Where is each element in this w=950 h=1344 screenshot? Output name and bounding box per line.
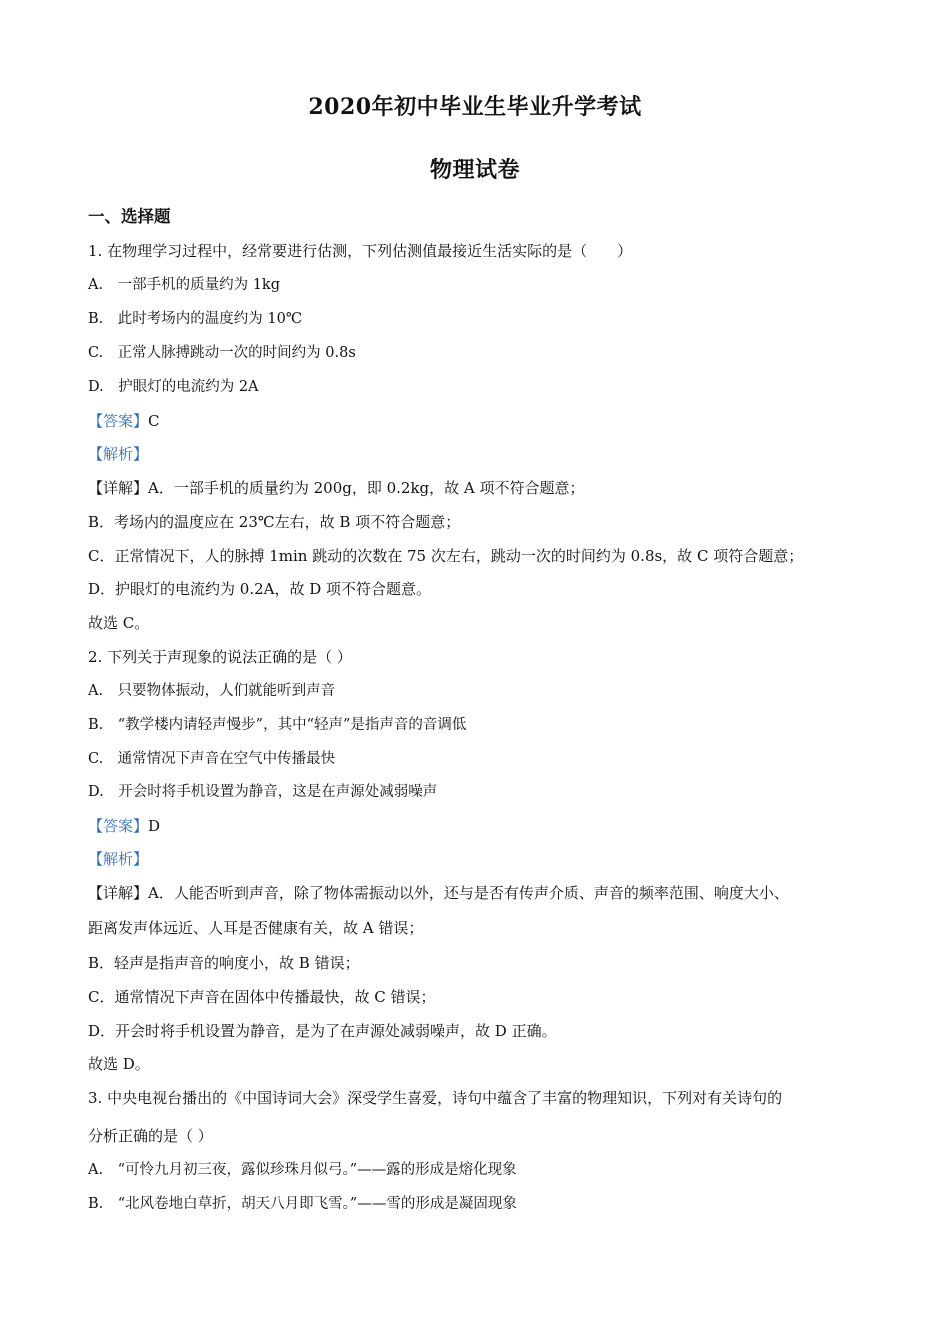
detail-line: 故选 D。 [88, 1055, 150, 1073]
analysis-tag: 【解析】 [88, 850, 149, 868]
option-line: D. 护眼灯的电流约为 2A [88, 379, 259, 395]
answer-line [88, 411, 160, 431]
option-line: A. 只要物体振动，人们就能听到声音 [88, 683, 336, 699]
detail-line: B．轻声是指声音的响度小，故 B 错误； [88, 954, 360, 972]
detail-line: B．考场内的温度应在 23℃左右，故 B 项不符合题意； [88, 513, 461, 531]
page-subtitle: 物理试卷 [429, 157, 520, 183]
answer-tag: 【答案】 [88, 817, 149, 835]
option-line: C. 通常情况下声音在空气中传播最快 [88, 751, 336, 767]
question-line: 2. 下列关于声现象的说法正确的是（ ） [88, 648, 352, 666]
question-line: 分析正确的是（ ） [88, 1127, 213, 1145]
analysis-tag: 【解析】 [88, 445, 149, 463]
detail-line: C．通常情况下声音在固体中传播最快，故 C 错误； [88, 988, 436, 1006]
option-line: B. 此时考场内的温度约为 10℃ [88, 311, 303, 327]
detail-line: 【详解】A．一部手机的质量约为 200g，即 0.2kg，故 A 项不符合题意； [88, 479, 585, 497]
option-line: B. “教学楼内请轻声慢步”，其中“轻声”是指声音的音调低 [88, 717, 467, 733]
option-line: A. 一部手机的质量约为 1kg [88, 277, 280, 293]
detail-line: D．护眼灯的电流约为 0.2A，故 D 项不符合题意。 [88, 580, 432, 598]
detail-line: C．正常情况下，人的脉搏 1min 跳动的次数在 75 次左右，跳动一次的时间约为 0.8s，故 C 项符合题意； [88, 547, 804, 565]
detail-line: 【详解】A．人能否听到声音，除了物体需振动以外，还与是否有传声介质、声音的频率范围、响度大小、 [88, 884, 789, 902]
option-line: C. 正常人脉搏跳动一次的时间约为 0.8s [88, 345, 356, 361]
answer-tag: 【答案】 [88, 412, 149, 430]
page-title: 2020年初中毕业生毕业升学考试 [308, 94, 642, 120]
answer-line [88, 816, 160, 836]
detail-line: 故选 C。 [88, 614, 150, 632]
option-line: B. “北风卷地白草折，胡天八月即飞雪。”——雪的形成是凝固现象 [88, 1196, 517, 1212]
detail-line: 距离发声体远近、人耳是否健康有关，故 A 错误； [88, 919, 424, 937]
question-line: 3. 中央电视台播出的《中国诗词大会》深受学生喜爱，诗句中蕴含了丰富的物理知识，下列对有关诗句的 [88, 1089, 783, 1107]
detail-line: D．开会时将手机设置为静音，是为了在声源处减弱噪声，故 D 正确。 [88, 1022, 557, 1040]
question-line: 1. 在物理学习过程中，经常要进行估测，下列估测值最接近生活实际的是（ ） [88, 242, 633, 260]
option-line: A. “可怜九月初三夜，露似珍珠月似弓。”——露的形成是熔化现象 [88, 1162, 517, 1178]
analysis-line [88, 444, 148, 464]
option-line: D. 开会时将手机设置为静音，这是在声源处减弱噪声 [88, 784, 438, 800]
answer-value: D [148, 817, 161, 835]
answer-value: C [148, 412, 160, 430]
analysis-line [88, 849, 148, 869]
section-heading: 一、选择题 [88, 207, 171, 226]
